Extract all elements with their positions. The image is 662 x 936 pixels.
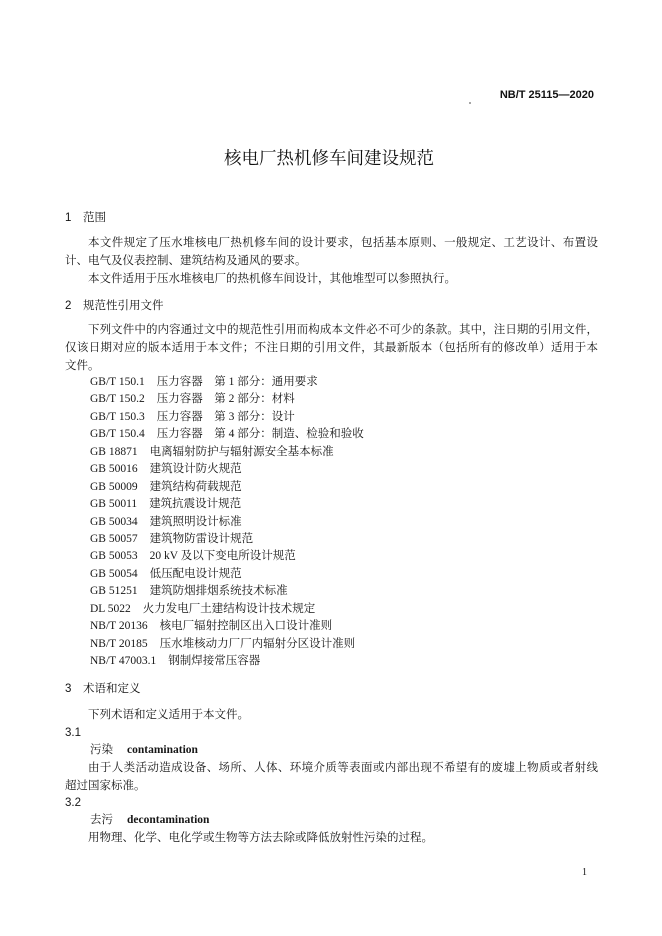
reference-title: 建筑结构荷载规范 xyxy=(149,480,242,493)
paragraph-line: 本文件规定了压水堆核电厂热机修车间的设计要求，包括基本原则、一般规定、工艺设计、布置设 xyxy=(88,237,598,249)
reference-code: GB 50011 xyxy=(90,498,138,511)
scan-speck xyxy=(469,102,471,104)
reference-title: 压力容器 第 4 部分：制造、检验和验收 xyxy=(156,428,364,441)
paragraph-line: 下列术语和定义适用于本文件。 xyxy=(88,709,249,721)
paragraph-line: 文件。 xyxy=(65,360,100,372)
reference-code: GB 50009 xyxy=(90,480,138,493)
reference-list xyxy=(90,374,364,670)
reference-code: NB/T 20185 xyxy=(90,637,148,650)
reference-title: 20 kV 及以下变电所设计规范 xyxy=(149,550,296,563)
reference-title: 压力容器 第 1 部分：通用要求 xyxy=(156,376,318,388)
reference-title: 低压配电设计规范 xyxy=(149,567,242,580)
reference-item xyxy=(90,548,364,565)
section-heading-terms-definitions xyxy=(65,680,141,698)
term-entry xyxy=(90,741,198,759)
reference-title: 建筑物防雷设计规范 xyxy=(149,532,254,545)
term-definition-line: 由于人类活动造成设备、场所、人体、环境介质等表面或内部出现不希望有的废墟上物质或者射线 xyxy=(88,762,598,774)
reference-title: 钢制焊接常压容器 xyxy=(168,655,261,667)
term-definition-line: 超过国家标准。 xyxy=(65,780,146,792)
reference-title: 核电厂辐射控制区出入口设计准则 xyxy=(159,620,333,633)
reference-item xyxy=(90,514,364,531)
reference-title: 电离辐射防护与辐射源安全基本标准 xyxy=(149,445,334,458)
reference-item xyxy=(90,461,364,478)
reference-title: 建筑照明设计标准 xyxy=(149,515,242,528)
section-title: 规范性引用文件 xyxy=(83,300,164,312)
reference-title: 压水堆核动力厂厂内辐射分区设计准则 xyxy=(159,637,356,650)
term-chinese: 污染 xyxy=(90,744,113,756)
reference-title: 压力容器 第 3 部分：设计 xyxy=(156,410,295,423)
reference-item xyxy=(90,444,364,461)
reference-code: GB 50053 xyxy=(90,550,138,563)
reference-code: GB 50057 xyxy=(90,532,138,545)
term-entry xyxy=(90,811,209,829)
reference-code: GB 18871 xyxy=(90,445,138,458)
section-title: 术语和定义 xyxy=(83,683,141,695)
reference-item xyxy=(90,618,364,635)
section-number: 2 xyxy=(65,300,72,312)
reference-item xyxy=(90,496,364,513)
reference-item xyxy=(90,583,364,600)
paragraph-line: 下列文件中的内容通过文中的规范性引用而构成本文件必不可少的条款。其中，注日期的引用文件， xyxy=(88,324,598,336)
paragraph-line: 计、电气及仪表控制、建筑结构及通风的要求。 xyxy=(65,255,307,267)
reference-code: GB/T 150.2 xyxy=(90,393,145,406)
reference-item xyxy=(90,531,364,548)
term-definition-line: 用物理、化学、电化学或生物等方法去除或降低放射性污染的过程。 xyxy=(88,832,433,844)
reference-code: GB 50034 xyxy=(90,515,138,528)
reference-code: NB/T 47003.1 xyxy=(90,655,157,667)
paragraph-line: 仅该日期对应的版本适用于本文件；不注日期的引用文件，其最新版本（包括所有的修改单）适用于本 xyxy=(65,342,598,354)
paragraph-line: 本文件适用于压水堆核电厂的热机修车间设计，其他堆型可以参照执行。 xyxy=(88,273,456,285)
reference-title: 压力容器 第 2 部分：材料 xyxy=(156,393,295,406)
reference-code: GB/T 150.3 xyxy=(90,410,145,423)
reference-code: NB/T 20136 xyxy=(90,620,148,633)
reference-item xyxy=(90,653,364,670)
document-code: NB/T 25115—2020 xyxy=(499,89,594,101)
section-number: 3 xyxy=(65,683,72,695)
reference-code: GB 50054 xyxy=(90,567,138,580)
reference-item xyxy=(90,601,364,618)
reference-code: GB/T 150.4 xyxy=(90,428,145,441)
reference-item xyxy=(90,374,364,391)
reference-title: 建筑防烟排烟系统技术标准 xyxy=(149,585,288,598)
section-heading-scope xyxy=(65,209,106,227)
reference-code: DL 5022 xyxy=(90,602,131,615)
reference-item xyxy=(90,426,364,443)
reference-title: 建筑抗震设计规范 xyxy=(149,498,242,511)
reference-title: 火力发电厂土建结构设计技术规定 xyxy=(142,602,316,615)
term-number: 3.1 xyxy=(65,727,81,739)
reference-item xyxy=(90,566,364,583)
reference-code: GB 50016 xyxy=(90,463,138,476)
document-title: 核电厂热机修车间建设规范 xyxy=(224,148,434,168)
term-english: decontamination xyxy=(127,814,210,826)
page-number: 1 xyxy=(582,867,587,878)
reference-item xyxy=(90,479,364,496)
section-heading-normative-references xyxy=(65,297,164,315)
section-title: 范围 xyxy=(83,212,106,224)
term-english: contamination xyxy=(127,744,198,756)
reference-item xyxy=(90,636,364,653)
reference-title: 建筑设计防火规范 xyxy=(149,463,242,476)
reference-item xyxy=(90,409,364,426)
term-number: 3.2 xyxy=(65,797,81,809)
term-chinese: 去污 xyxy=(90,814,113,826)
section-number: 1 xyxy=(65,212,72,224)
reference-item xyxy=(90,391,364,408)
reference-code: GB 51251 xyxy=(90,585,138,598)
reference-code: GB/T 150.1 xyxy=(90,376,145,388)
